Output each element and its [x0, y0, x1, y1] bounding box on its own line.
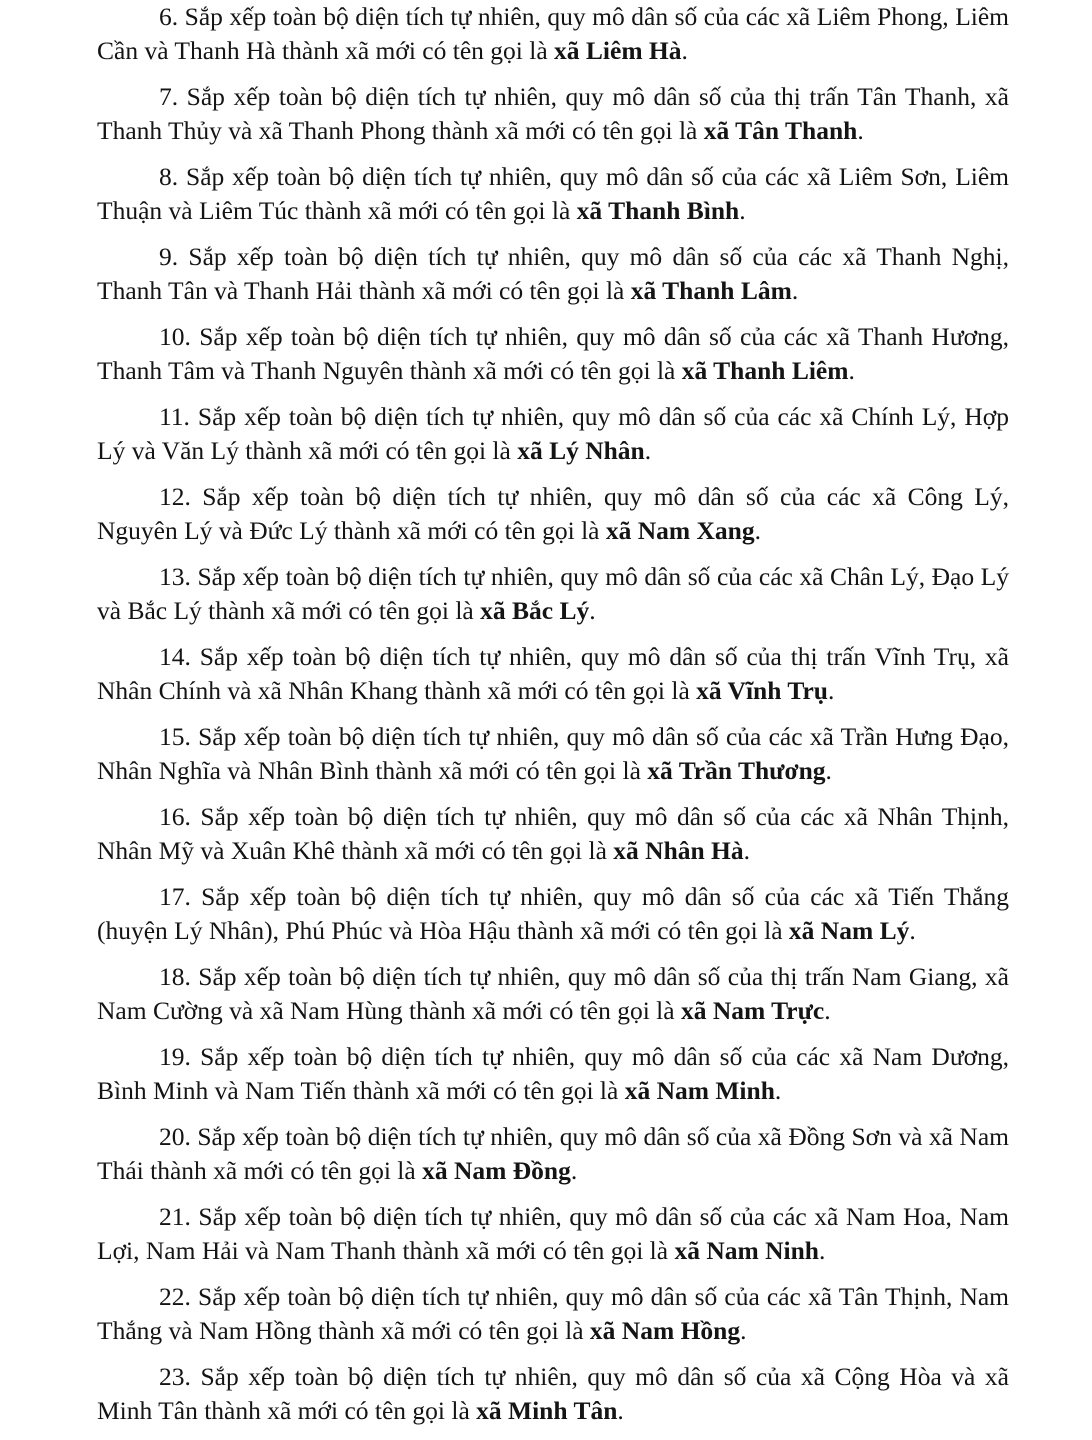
clause-text: Sắp xếp toàn bộ diện tích tự nhiên, quy mô dân số của thị trấn Vĩnh Trụ, xã Nhân Chính và xã Nhân Khang thành xã mới có tên gọi là	[97, 642, 1010, 705]
clause-number: 7.	[159, 82, 179, 111]
clause-22	[97, 1280, 1009, 1348]
clause-10	[97, 320, 1009, 388]
clause-13	[97, 560, 1009, 628]
new-commune-name: xã Nam Ninh	[674, 1236, 819, 1265]
clause-text: Sắp xếp toàn bộ diện tích tự nhiên, quy mô dân số của các xã Liêm Phong, Liêm Cần và Thanh Hà thành xã mới có tên gọi là	[97, 2, 1010, 65]
clause-text: Sắp xếp toàn bộ diện tích tự nhiên, quy mô dân số của các xã Tân Thịnh, Nam Thắng và Nam Hồng thành xã mới có tên gọi là	[97, 1282, 1010, 1345]
clause-20	[97, 1120, 1009, 1188]
clause-number: 19.	[159, 1042, 191, 1071]
new-commune-name: xã Nam Minh	[624, 1076, 775, 1105]
new-commune-name: xã Thanh Bình	[576, 196, 740, 225]
clause-6	[97, 0, 1009, 68]
clause-23	[97, 1360, 1009, 1428]
clause-number: 22.	[159, 1282, 191, 1311]
new-commune-name: xã Vĩnh Trụ	[696, 676, 828, 705]
clause-21	[97, 1200, 1009, 1268]
clause-number: 11.	[159, 402, 190, 431]
clause-number: 21.	[159, 1202, 191, 1231]
clause-text: Sắp xếp toàn bộ diện tích tự nhiên, quy mô dân số của xã Đồng Sơn và xã Nam Thái thành xã mới có tên gọi là	[97, 1122, 1009, 1185]
clause-number: 13.	[159, 562, 191, 591]
clause-number: 8.	[159, 162, 179, 191]
clause-number: 10.	[159, 322, 191, 351]
clause-text: Sắp xếp toàn bộ diện tích tự nhiên, quy mô dân số của các xã Công Lý, Nguyên Lý và Đức Lý thành xã mới có tên gọi là	[97, 482, 1009, 545]
new-commune-name: xã Nam Trực	[680, 996, 825, 1025]
new-commune-name: xã Thanh Liêm	[681, 356, 849, 385]
clause-end: .	[818, 1236, 826, 1265]
clause-number: 9.	[159, 242, 179, 271]
clause-number: 16.	[159, 802, 191, 831]
clause-text: Sắp xếp toàn bộ diện tích tự nhiên, quy mô dân số của các xã Liêm Sơn, Liêm Thuận và Liêm Túc thành xã mới có tên gọi là	[97, 162, 1010, 225]
clause-end: .	[617, 1396, 624, 1425]
new-commune-name: xã Minh Tân	[476, 1396, 618, 1425]
clause-17	[97, 880, 1009, 948]
clause-text: Sắp xếp toàn bộ diện tích tự nhiên, quy mô dân số của các xã Nam Dương, Bình Minh và Nam Tiến thành xã mới có tên gọi là	[97, 1042, 1009, 1105]
clause-text: Sắp xếp toàn bộ diện tích tự nhiên, quy mô dân số của các xã Trần Hưng Đạo, Nhân Nghĩa và Nhân Bình thành xã mới có tên gọi là	[97, 722, 1009, 785]
clause-end: .	[570, 1156, 578, 1185]
clause-text: Sắp xếp toàn bộ diện tích tự nhiên, quy mô dân số của các xã Thanh Nghị, Thanh Tân và Thanh Hải thành xã mới có tên gọi là	[97, 242, 1010, 305]
new-commune-name: xã Trần Thương	[647, 756, 826, 785]
clause-end: .	[774, 1076, 782, 1105]
clause-end: .	[589, 596, 596, 625]
clause-text: Sắp xếp toàn bộ diện tích tự nhiên, quy mô dân số của các xã Chính Lý, Hợp Lý và Văn Lý thành xã mới có tên gọi là	[97, 402, 1009, 465]
new-commune-name: xã Nam Đồng	[422, 1156, 571, 1185]
clause-14	[97, 640, 1009, 708]
clause-end: .	[754, 516, 761, 545]
clause-end: .	[909, 916, 916, 945]
clause-18	[97, 960, 1009, 1028]
clause-11	[97, 400, 1009, 468]
clause-text: Sắp xếp toàn bộ diện tích tự nhiên, quy mô dân số của các xã Thanh Hương, Thanh Tâm và Thanh Nguyên thành xã mới có tên gọi là	[97, 322, 1009, 385]
clause-end: .	[791, 276, 799, 305]
clause-end: .	[827, 676, 835, 705]
clause-number: 6.	[159, 2, 179, 31]
clause-8	[97, 160, 1009, 228]
clause-text: Sắp xếp toàn bộ diện tích tự nhiên, quy mô dân số của các xã Tiến Thắng (huyện Lý Nhân), Phú Phúc và Hòa Hậu thành xã mới có tên gọi là	[97, 882, 1010, 945]
clause-number: 17.	[159, 882, 191, 911]
clause-19	[97, 1040, 1009, 1108]
clause-number: 20.	[159, 1122, 191, 1151]
clause-text: Sắp xếp toàn bộ diện tích tự nhiên, quy mô dân số của thị trấn Nam Giang, xã Nam Cường và xã Nam Hùng thành xã mới có tên gọi là	[97, 962, 1009, 1025]
clause-16	[97, 800, 1009, 868]
new-commune-name: xã Nhân Hà	[613, 836, 744, 865]
clause-text: Sắp xếp toàn bộ diện tích tự nhiên, quy mô dân số của thị trấn Tân Thanh, xã Thanh Thủy và xã Thanh Phong thành xã mới có tên gọi là	[97, 82, 1009, 145]
clause-15	[97, 720, 1009, 788]
clause-text: Sắp xếp toàn bộ diện tích tự nhiên, quy mô dân số của các xã Chân Lý, Đạo Lý và Bắc Lý thành xã mới có tên gọi là	[97, 562, 1010, 625]
document-page	[97, 0, 1009, 1440]
clause-number: 23.	[159, 1362, 191, 1391]
clause-end: .	[848, 356, 855, 385]
clause-end: .	[740, 1316, 747, 1345]
clause-text: Sắp xếp toàn bộ diện tích tự nhiên, quy mô dân số của các xã Nhân Thịnh, Nhân Mỹ và Xuân Khê thành xã mới có tên gọi là	[97, 802, 1010, 865]
clause-9	[97, 240, 1009, 308]
new-commune-name: xã Nam Xang	[605, 516, 755, 545]
new-commune-name: xã Nam Hồng	[589, 1316, 741, 1345]
clause-end: .	[644, 436, 652, 465]
clause-end: .	[681, 36, 688, 65]
clause-end: .	[739, 196, 746, 225]
new-commune-name: xã Tân Thanh	[703, 116, 858, 145]
clause-number: 15.	[159, 722, 191, 751]
clause-7	[97, 80, 1009, 148]
clause-text: Sắp xếp toàn bộ diện tích tự nhiên, quy mô dân số của các xã Nam Hoa, Nam Lợi, Nam Hải và Nam Thanh thành xã mới có tên gọi là	[97, 1202, 1009, 1265]
new-commune-name: xã Nam Lý	[788, 916, 910, 945]
new-commune-name: xã Lý Nhân	[517, 436, 645, 465]
new-commune-name: xã Thanh Lâm	[630, 276, 792, 305]
clause-number: 18.	[159, 962, 191, 991]
clause-end: .	[824, 996, 831, 1025]
new-commune-name: xã Liêm Hà	[554, 36, 682, 65]
clause-number: 12.	[159, 482, 191, 511]
clause-end: .	[857, 116, 864, 145]
clause-12	[97, 480, 1009, 548]
new-commune-name: xã Bắc Lý	[480, 596, 590, 625]
clause-end: .	[743, 836, 751, 865]
clause-number: 14.	[159, 642, 191, 671]
clause-end: .	[825, 756, 832, 785]
clause-text: Sắp xếp toàn bộ diện tích tự nhiên, quy mô dân số của xã Cộng Hòa và xã Minh Tân thành xã mới có tên gọi là	[97, 1362, 1009, 1425]
